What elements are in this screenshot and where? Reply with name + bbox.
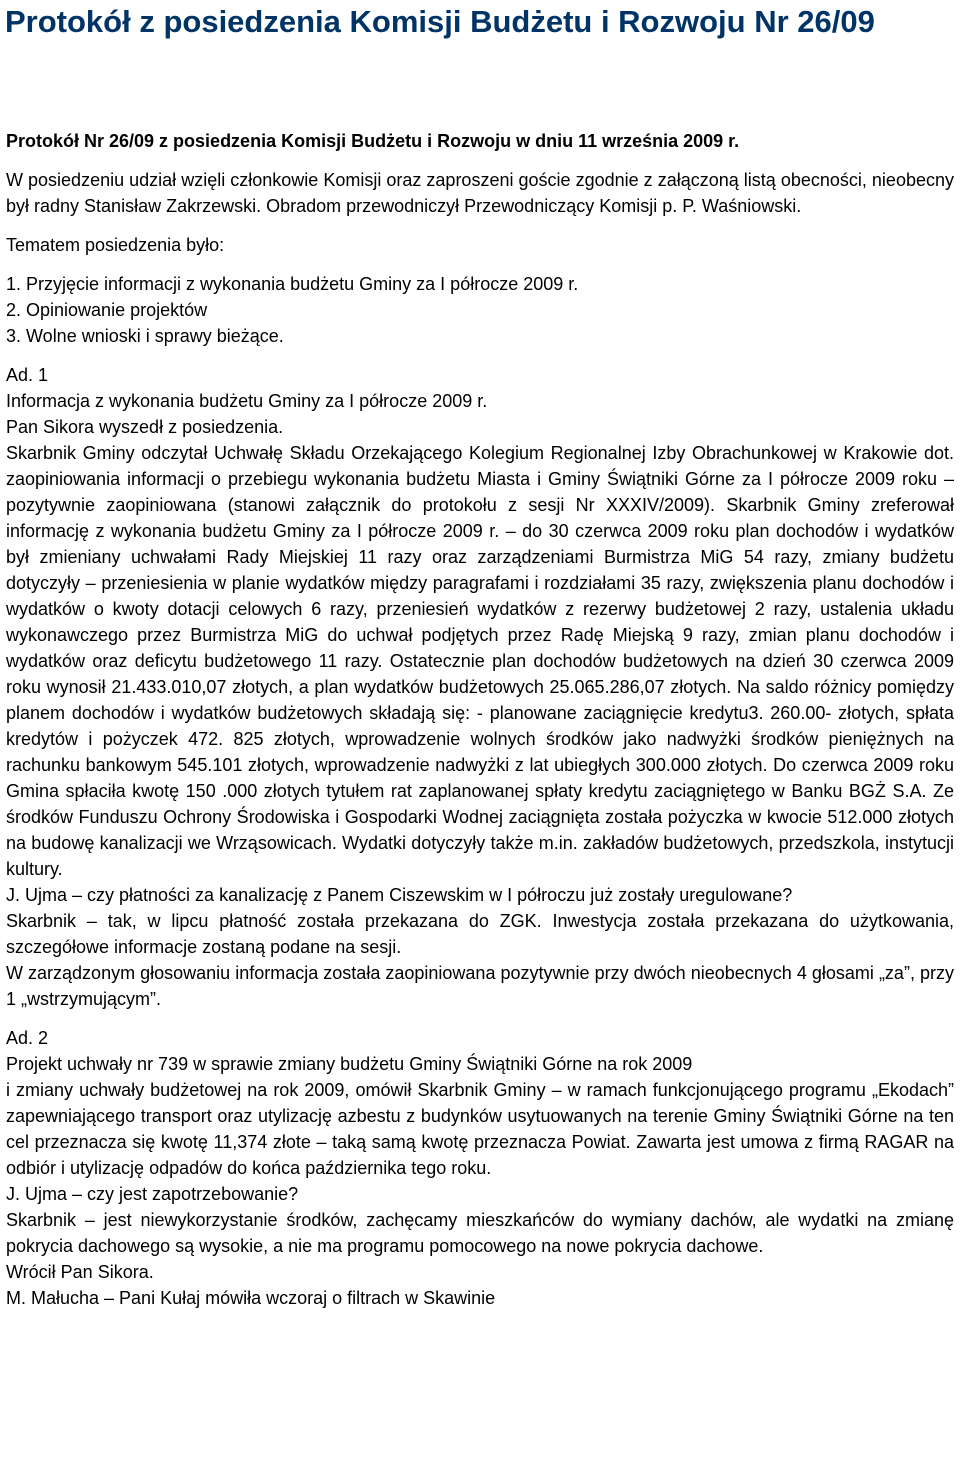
ad2-treasurer-report: i zmiany uchwały budżetowej na rok 2009, omówił Skarbnik Gminy – w ramach funkcjonującego programu „Ekodach” zapewniającego transport oraz utylizację azbestu z budynków usytuowanych na terenie Gminy Świątniki Górne na ten cel przeznacza się kwotę 11,374 złote – taką samą kwotę przeznacza Powiat. Zawarta jest umowa z firmą RAGAR na odbiór i utylizację odpadów do końca października tego roku. <box>6 1080 954 1178</box>
ad1-treasurer-report: Skarbnik Gminy odczytał Uchwałę Składu Orzekającego Kolegium Regionalnej Izby Obrachunkowej w Krakowie dot. zaopiniowania informacji o przebiegu wykonania budżetu Miasta i Gminy Świątniki Górne za I półrocze 2009 roku – pozytywnie zaopiniowana (stanowi załącznik do protokołu z sesji Nr XXXIV/2009). Skarbnik Gminy zreferował informację z wykonania budżetu Gminy za I półrocze 2009 r. – do 30 czerwca 2009 roku plan dochodów i wydatków był zmieniany uchwałami Rady Miejskiej 11 razy oraz zarządzeniami Burmistrza MiG 54 razy, zmiany budżetu dotyczyły – przeniesienia w planie wydatków między paragrafami i rozdziałami 35 razy, zwiększenia planu dochodów i wydatków o kwoty dotacji celowych 6 razy, przeniesień wydatków z rezerwy budżetowej 2 razy, ustalenia układu wykonawczego przez Burmistrza MiG do uchwał podjętych przez Radę Miejską 9 razy, zmian planu dochodów i wydatków oraz deficytu budżetowego 11 razy. Ostatecznie plan dochodów budżetowych na dzień 30 czerwca 2009 roku wynosił 21.433.010,07 złotych, a plan wydatków budżetowych 25.065.286,07 złotych. Na saldo różnicy pomiędzy planem dochodów i wydatków budżetowych składają się: - planowane zaciągnięcie kredytu3. 260.00- złotych, spłata kredytów i pożyczek 472. 825 złotych, wprowadzenie wolnych środków jako nadwyżki środków pieniężnych na rachunku bankowym 545.101 złotych, wprowadzenie nadwyżki z lat ubiegłych 300.000 złotych. Do czerwca 2009 roku Gmina spłaciła kwotę 150 .000 złotych tytułem rat zaplanowanej spłaty kredytu zaciągniętego w Banku BGŻ S.A. Ze środków Funduszu Ochrony Środowiska i Gospodarki Wodnej zaciągnięta została pożyczka w kwocie 512.000 złotych na budowę kanalizacji we Wrząsowicach. Wydatki dotyczyły także m.in. zakładów budżetowych, przedszkola, instytucji kultury. <box>6 443 954 879</box>
agenda-heading: Tematem posiedzenia było: <box>6 235 225 255</box>
spacer <box>6 219 954 232</box>
spacer <box>6 154 954 167</box>
spacer <box>6 258 954 271</box>
agenda-item: 2. Opiniowanie projektów <box>6 300 208 320</box>
last-line: M. Małucha – Pani Kułaj mówiła wczoraj o filtrach w Skawinie <box>6 1288 496 1308</box>
ad1-vote-result: W zarządzonym głosowaniu informacja została zaopiniowana pozytywnie przy dwóch nieobecnych 4 głosami „za”, przy 1 „wstrzymującym”. <box>6 963 954 1009</box>
ad1-answer: Skarbnik – tak, w lipcu płatność została przekazana do ZGK. Inwestycja została przekazana do użytkowania, szczegółowe informacje zostaną podane na sesji. <box>6 911 954 957</box>
spacer <box>6 1012 954 1025</box>
attendance-paragraph: W posiedzeniu udział wzięli członkowie Komisji oraz zaproszeni goście zgodnie z załączoną listą obecności, nieobecny był radny Stanisław Zakrzewski. Obradom przewodniczył Przewodniczący Komisji p. P. Waśniowski. <box>6 170 954 216</box>
spacer <box>6 349 954 362</box>
document-body <box>6 128 954 1311</box>
ad1-heading: Informacja z wykonania budżetu Gminy za I półrocze 2009 r. <box>6 391 488 411</box>
protocol-subtitle: Protokół Nr 26/09 z posiedzenia Komisji Budżetu i Rozwoju w dniu 11 września 2009 r. <box>6 131 740 151</box>
ad2-question: J. Ujma – czy jest zapotrzebowanie? <box>6 1184 299 1204</box>
agenda-item: 1. Przyjęcie informacji z wykonania budżetu Gminy za I półrocze 2009 r. <box>6 274 579 294</box>
ad2-label: Ad. 2 <box>6 1028 49 1048</box>
ad2-answer: Skarbnik – jest niewykorzystanie środków, zachęcamy mieszkańców do wymiany dachów, ale wydatki na zmianę pokrycia dachowego są wysokie, a nie ma programu pomocowego na nowe pokrycia dachowe. <box>6 1210 954 1256</box>
agenda-item: 3. Wolne wnioski i sprawy bieżące. <box>6 326 284 346</box>
ad2-heading: Projekt uchwały nr 739 w sprawie zmiany budżetu Gminy Świątniki Górne na rok 2009 <box>6 1054 693 1074</box>
sikora-left-note: Pan Sikora wyszedł z posiedzenia. <box>6 417 284 437</box>
agenda-list <box>6 271 954 349</box>
sikora-back-note: Wrócił Pan Sikora. <box>6 1262 154 1282</box>
ad1-question: J. Ujma – czy płatności za kanalizację z Panem Ciszewskim w I półroczu już zostały uregulowane? <box>6 885 793 905</box>
document-title: Protokół z posiedzenia Komisji Budżetu i Rozwoju Nr 26/09 <box>5 4 875 39</box>
ad1-label: Ad. 1 <box>6 365 49 385</box>
